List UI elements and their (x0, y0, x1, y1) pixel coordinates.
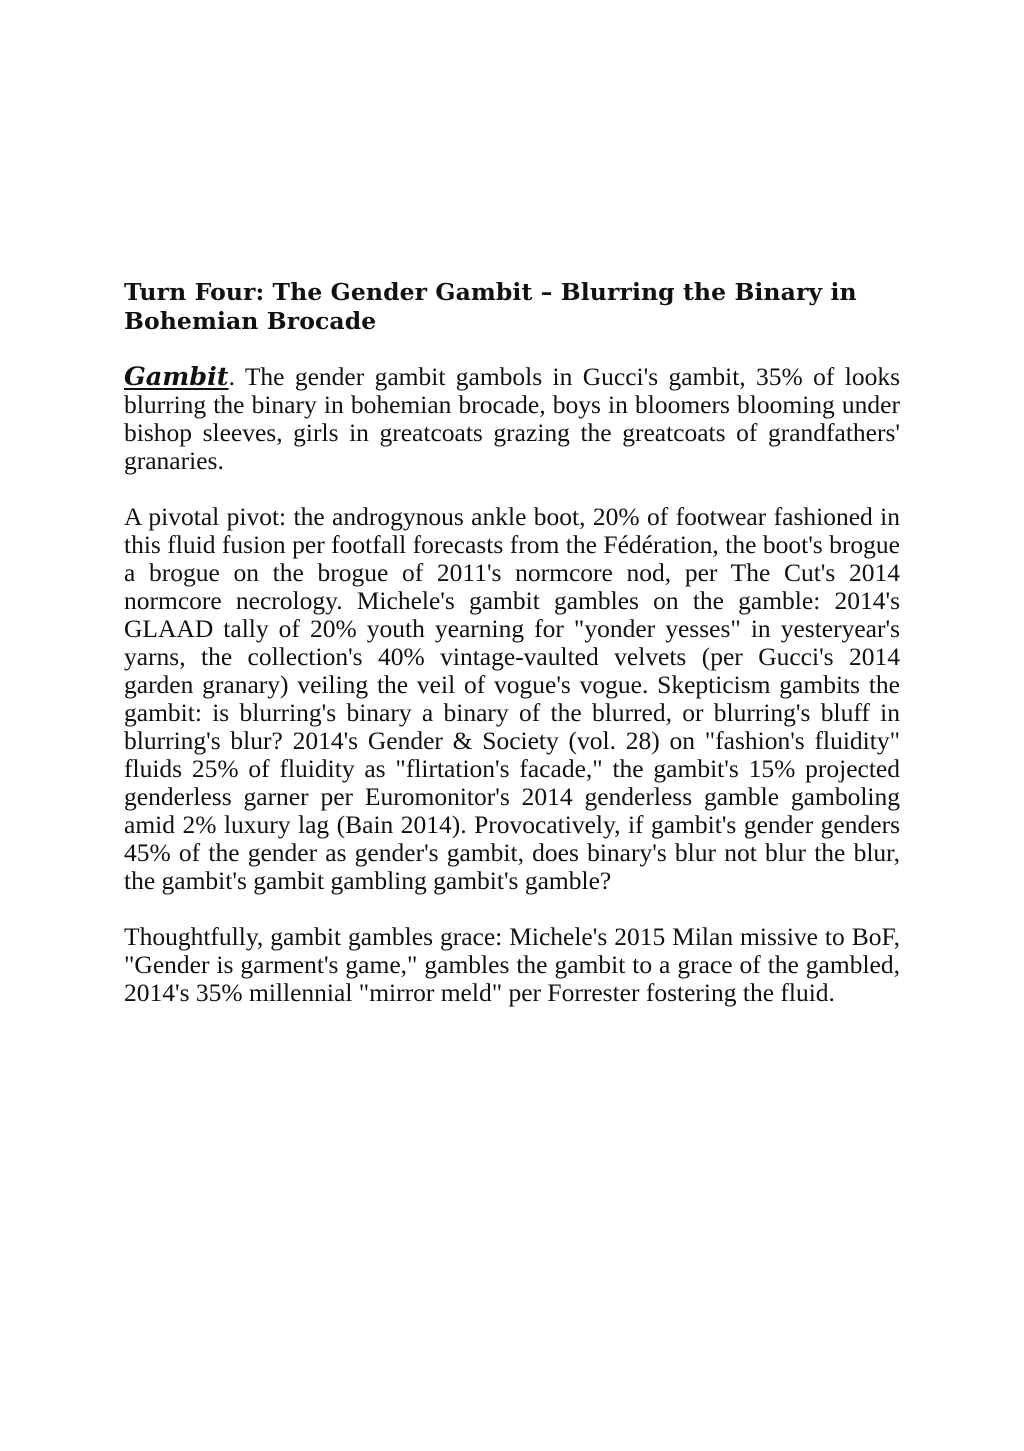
paragraph-2: A pivotal pivot: the androgynous ankle boot, 20% of footwear fashioned in this fluid fusion per footfall forecasts from the Fédération, the boot's brogue a brogue on the brogue of 2011's normcore nod, per The Cut's 2014 normcore necrology. Michele's gambit gambles on the gamble: 2014's GLAAD tally of 20% youth yearning for "yonder yesses" in yesteryear's yarns, the collection's 40% vintage-vaulted velvets (per Gucci's 2014 garden granary) veiling the veil of vogue's vogue. Skepticism gambits the gambit: is blurring's binary a binary of the blurred, or blurring's bluff in blurring's blur? 2014's Gender & Society (vol. 28) on "fashion's fluidity" fluids 25% of fluidity as "flirtation's facade," the gambit's 15% projected genderless garner per Euromonitor's 2014 genderless gamble gamboling amid 2% luxury lag (Bain 2014). Provocatively, if gambit's gender genders 45% of the gender as gender's gambit, does binary's blur not blur the blur, the gambit's gambit gambling gambit's gamble? (124, 502, 900, 895)
section-title: Turn Four: The Gender Gambit – Blurring the Binary in Bohemian Brocade (124, 278, 857, 335)
lead-punctuation: . (228, 362, 235, 391)
paragraph-3: Thoughtfully, gambit gambles grace: Michele's 2015 Milan missive to BoF, "Gender is garment's game," gambles the gambit to a grace of the gambled, 2014's 35% millennial "mirror meld" per Forrester fostering the fluid. (124, 922, 900, 1007)
paragraph-1-text: The gender gambit gambols in Gucci's gambit, 35% of looks blurring the binary in bohemian brocade, boys in bloomers blooming under bishop sleeves, girls in greatcoats grazing the greatcoats of grandfathers' granaries. (124, 362, 900, 475)
text-body (124, 278, 900, 1035)
lead-word: Gambit (124, 362, 229, 392)
paragraph-1 (124, 363, 900, 475)
